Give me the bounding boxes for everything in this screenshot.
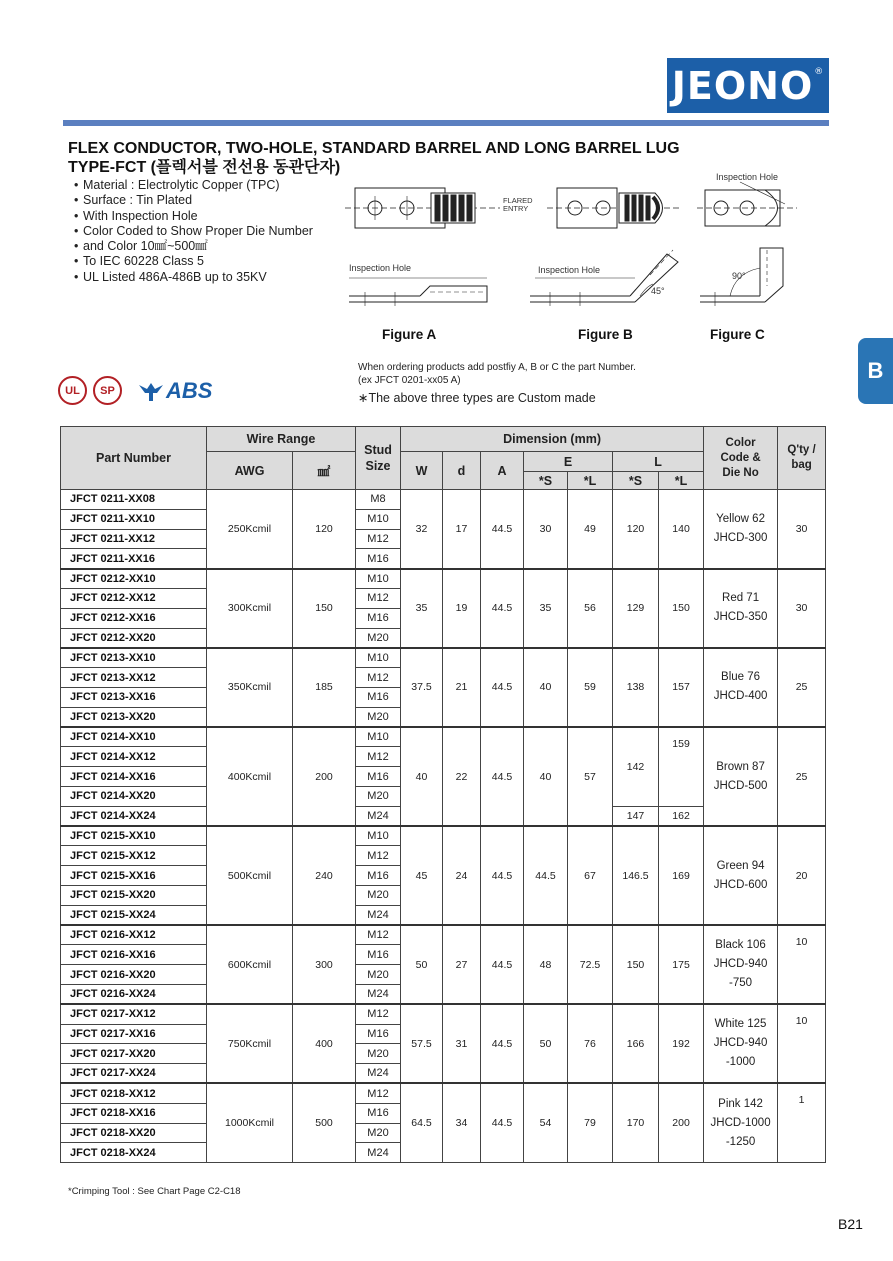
- awg-cell: 300Kcmil: [207, 569, 293, 648]
- stud-size-cell: M20: [356, 1123, 401, 1143]
- stud-size-cell: M12: [356, 846, 401, 866]
- header-color-code: Color Code & Die No: [704, 427, 778, 490]
- part-number-cell: JFCT 0212-XX12: [61, 588, 207, 608]
- header-awg: AWG: [207, 452, 293, 490]
- color-code-line: Yellow 62: [716, 512, 765, 525]
- part-number-cell: JFCT 0217-XX16: [61, 1024, 207, 1044]
- figure-b-label: Figure B: [578, 327, 633, 342]
- header-e: E: [524, 452, 613, 472]
- part-number-cell: JFCT 0215-XX12: [61, 846, 207, 866]
- brand-logo: [667, 58, 829, 113]
- dim-es-cell: 50: [524, 1004, 568, 1083]
- dim-ll-cell: 150: [659, 569, 704, 648]
- header-a: A: [481, 452, 524, 490]
- dim-ll-cell: 192: [659, 1004, 704, 1083]
- color-code-line: JHCD-940: [713, 1037, 768, 1050]
- dim-w-cell: 50: [401, 925, 443, 1004]
- awg-cell: 750Kcmil: [207, 1004, 293, 1083]
- color-code-line: Green 94: [716, 859, 765, 872]
- table-row: [61, 826, 826, 846]
- header-l-l: *L: [659, 472, 704, 490]
- feature-item: • Color Coded to Show Proper Die Number: [74, 224, 313, 239]
- dim-ls-cell: 166: [613, 1004, 659, 1083]
- dim-a-cell: 44.5: [481, 648, 524, 727]
- qty-cell: 10: [778, 925, 826, 1004]
- certification-logos: [58, 376, 212, 405]
- footnote: *Crimping Tool : See Chart Page C2-C18: [68, 1186, 241, 1197]
- mm2-cell: 500: [293, 1083, 356, 1162]
- dim-a-cell: 44.5: [481, 826, 524, 925]
- mm2-cell: 185: [293, 648, 356, 727]
- dim-el-cell: 79: [568, 1083, 613, 1162]
- inspection-hole-label-a: Inspection Hole: [349, 263, 412, 273]
- header-e-l: *L: [568, 472, 613, 490]
- dim-ll-cell: 200: [659, 1083, 704, 1162]
- stud-size-cell: M20: [356, 786, 401, 806]
- color-code-line: Brown 87: [716, 760, 765, 773]
- abs-logo: [138, 378, 212, 404]
- color-code-line: Blue 76: [721, 671, 761, 684]
- part-number-cell: JFCT 0218-XX12: [61, 1083, 207, 1103]
- page-number: B21: [838, 1216, 863, 1232]
- brand-name: JEONO: [671, 63, 814, 108]
- stud-size-cell: M10: [356, 727, 401, 747]
- feature-list: [74, 178, 313, 285]
- figure-a-side-drawing: [349, 278, 487, 306]
- part-number-cell: JFCT 0217-XX24: [61, 1064, 207, 1084]
- part-number-cell: JFCT 0214-XX16: [61, 767, 207, 787]
- dim-a-cell: 44.5: [481, 727, 524, 826]
- angle-45-label: 45°: [651, 286, 665, 296]
- dim-el-cell: 72.5: [568, 925, 613, 1004]
- awg-cell: 250Kcmil: [207, 490, 293, 569]
- table-row: [61, 648, 826, 668]
- dim-d-cell: 27: [443, 925, 481, 1004]
- dim-el-cell: 76: [568, 1004, 613, 1083]
- header-stud-size: Stud Size: [356, 427, 401, 490]
- figure-a-top-drawing: [345, 188, 500, 228]
- dim-d-cell: 34: [443, 1083, 481, 1162]
- part-number-cell: JFCT 0216-XX12: [61, 925, 207, 945]
- dim-el-cell: 49: [568, 490, 613, 569]
- figure-c-label: Figure C: [710, 327, 765, 342]
- stud-size-cell: M20: [356, 628, 401, 648]
- part-number-cell: JFCT 0218-XX24: [61, 1143, 207, 1163]
- color-code-line: Red 71: [722, 592, 760, 605]
- awg-cell: 1000Kcmil: [207, 1083, 293, 1162]
- header-wire-range: Wire Range: [207, 427, 356, 452]
- stud-size-cell: M16: [356, 687, 401, 707]
- dim-ll-cell: 162: [659, 806, 704, 826]
- mm2-cell: 400: [293, 1004, 356, 1083]
- header-l-s: *S: [613, 472, 659, 490]
- table-row: [61, 925, 826, 945]
- stud-size-cell: M8: [356, 490, 401, 510]
- dim-el-cell: 57: [568, 727, 613, 826]
- part-number-cell: JFCT 0212-XX10: [61, 569, 207, 589]
- dim-d-cell: 24: [443, 826, 481, 925]
- part-number-cell: JFCT 0211-XX10: [61, 509, 207, 529]
- feature-item: • Material : Electrolytic Copper (TPC): [74, 178, 313, 193]
- feature-item-cont: [74, 239, 313, 254]
- order-note: [358, 361, 636, 387]
- dim-el-cell: 67: [568, 826, 613, 925]
- stud-size-cell: M16: [356, 549, 401, 569]
- figure-a-label: Figure A: [382, 327, 437, 342]
- stud-size-cell: M20: [356, 965, 401, 985]
- part-number-cell: JFCT 0214-XX20: [61, 786, 207, 806]
- color-code-line: White 125: [714, 1018, 767, 1031]
- color-code-cell: [704, 826, 778, 925]
- dim-a-cell: 44.5: [481, 569, 524, 648]
- dim-es-cell: 44.5: [524, 826, 568, 925]
- part-number-cell: JFCT 0215-XX24: [61, 905, 207, 925]
- awg-cell: 350Kcmil: [207, 648, 293, 727]
- awg-cell: 500Kcmil: [207, 826, 293, 925]
- dim-ll-cell: 159: [659, 727, 704, 806]
- stud-size-cell: M12: [356, 588, 401, 608]
- dim-es-cell: 30: [524, 490, 568, 569]
- part-number-cell: JFCT 0218-XX20: [61, 1123, 207, 1143]
- dim-w-cell: 45: [401, 826, 443, 925]
- dim-ls-cell: 150: [613, 925, 659, 1004]
- dim-d-cell: 17: [443, 490, 481, 569]
- header-e-s: *S: [524, 472, 568, 490]
- dim-ls-cell: 138: [613, 648, 659, 727]
- color-code-line: -750: [729, 977, 753, 990]
- table-row: [61, 1083, 826, 1103]
- registered-mark: ®: [814, 66, 825, 77]
- dim-ls-cell: 170: [613, 1083, 659, 1162]
- dim-es-cell: 40: [524, 727, 568, 826]
- stud-size-cell: M10: [356, 569, 401, 589]
- stud-size-cell: M20: [356, 1044, 401, 1064]
- dim-es-cell: 54: [524, 1083, 568, 1162]
- dim-ll-cell: 157: [659, 648, 704, 727]
- dim-ls-cell: 147: [613, 806, 659, 826]
- abs-text: ABS: [166, 377, 213, 403]
- stud-size-cell: M10: [356, 509, 401, 529]
- stud-size-cell: M20: [356, 885, 401, 905]
- stud-size-cell: M24: [356, 984, 401, 1004]
- dim-ll-cell: 169: [659, 826, 704, 925]
- dim-d-cell: 22: [443, 727, 481, 826]
- dim-w-cell: 35: [401, 569, 443, 648]
- dim-a-cell: 44.5: [481, 1083, 524, 1162]
- inspection-hole-label-b: Inspection Hole: [538, 265, 601, 275]
- part-number-cell: JFCT 0214-XX10: [61, 727, 207, 747]
- color-code-line: JHCD-300: [713, 531, 768, 544]
- inspection-hole-label-c-top: Inspection Hole: [716, 172, 779, 182]
- table-row: [61, 1004, 826, 1024]
- dim-ls-cell: 142: [613, 727, 659, 806]
- awg-cell: 600Kcmil: [207, 925, 293, 1004]
- qty-cell: 25: [778, 648, 826, 727]
- dim-es-cell: 48: [524, 925, 568, 1004]
- part-number-cell: JFCT 0212-XX20: [61, 628, 207, 648]
- qty-cell: 30: [778, 569, 826, 648]
- dim-es-cell: 35: [524, 569, 568, 648]
- qty-cell: 25: [778, 727, 826, 826]
- part-number-cell: JFCT 0218-XX16: [61, 1103, 207, 1123]
- qty-cell: 20: [778, 826, 826, 925]
- section-tab[interactable]: B: [858, 338, 893, 404]
- dim-d-cell: 21: [443, 648, 481, 727]
- color-code-cell: [704, 648, 778, 727]
- part-number-cell: JFCT 0212-XX16: [61, 608, 207, 628]
- color-code-cell: [704, 1083, 778, 1162]
- dim-ll-cell: 140: [659, 490, 704, 569]
- color-code-line: -1000: [725, 1056, 756, 1069]
- awg-cell: 400Kcmil: [207, 727, 293, 826]
- stud-size-cell: M12: [356, 1083, 401, 1103]
- part-number-cell: JFCT 0216-XX20: [61, 965, 207, 985]
- color-code-line: -1250: [725, 1135, 756, 1148]
- stud-size-cell: M16: [356, 608, 401, 628]
- dim-w-cell: 40: [401, 727, 443, 826]
- page-subtitle: TYPE-FCT (플렉서블 전선용 동관단자): [68, 159, 341, 176]
- color-code-line: Pink 142: [718, 1097, 763, 1110]
- figure-c-top-drawing: [697, 182, 797, 226]
- order-note-line-2: (ex JFCT 0201-xx05 A): [358, 375, 461, 386]
- feature-item: • UL Listed 486A-486B up to 35KV: [74, 270, 313, 285]
- stud-size-cell: M12: [356, 747, 401, 767]
- custom-made-note: ∗The above three types are Custom made: [358, 391, 596, 405]
- header-part-number: Part Number: [61, 427, 207, 490]
- ul-logo: UL: [58, 376, 87, 405]
- csa-logo: SP: [93, 376, 122, 405]
- dim-el-cell: 59: [568, 648, 613, 727]
- table-row: [61, 727, 826, 747]
- mm2-cell: 120: [293, 490, 356, 569]
- part-number-cell: JFCT 0215-XX10: [61, 826, 207, 846]
- stud-size-cell: M12: [356, 925, 401, 945]
- stud-size-cell: M10: [356, 826, 401, 846]
- stud-size-cell: M16: [356, 767, 401, 787]
- header-qty: Q'ty / bag: [778, 427, 826, 490]
- stud-size-cell: M12: [356, 529, 401, 549]
- figure-b-side-drawing: [530, 250, 678, 306]
- mm2-cell: 240: [293, 826, 356, 925]
- header-d: d: [443, 452, 481, 490]
- stud-size-cell: M12: [356, 1004, 401, 1024]
- feature-text: and Color 10㎟~500㎟: [83, 239, 208, 254]
- color-code-line: Black 106: [715, 939, 766, 952]
- stud-size-cell: M16: [356, 1024, 401, 1044]
- part-number-cell: JFCT 0211-XX08: [61, 490, 207, 510]
- part-number-cell: JFCT 0217-XX20: [61, 1044, 207, 1064]
- part-number-cell: JFCT 0214-XX24: [61, 806, 207, 826]
- header-mm2: ㎟: [293, 452, 356, 490]
- dim-el-cell: 56: [568, 569, 613, 648]
- dim-d-cell: 19: [443, 569, 481, 648]
- color-code-cell: [704, 490, 778, 569]
- qty-cell: 10: [778, 1004, 826, 1083]
- feature-item: • To IEC 60228 Class 5: [74, 254, 313, 269]
- dim-ls-cell: 120: [613, 490, 659, 569]
- dim-ll-cell: 175: [659, 925, 704, 1004]
- qty-cell: 30: [778, 490, 826, 569]
- stud-size-cell: M24: [356, 905, 401, 925]
- color-code-cell: [704, 727, 778, 826]
- order-note-line-1: When ordering products add postfiy A, B or C the part Number.: [358, 362, 636, 373]
- color-code-line: JHCD-1000: [710, 1116, 771, 1129]
- dim-w-cell: 57.5: [401, 1004, 443, 1083]
- dim-ls-cell: 129: [613, 569, 659, 648]
- color-code-line: JHCD-940: [713, 958, 768, 971]
- dim-ls-cell: 146.5: [613, 826, 659, 925]
- flared-entry-label: FLARED ENTRY: [503, 196, 533, 213]
- stud-size-cell: M10: [356, 648, 401, 668]
- color-code-cell: [704, 569, 778, 648]
- stud-size-cell: M24: [356, 806, 401, 826]
- eagle-icon: [138, 379, 164, 403]
- mm2-cell: 150: [293, 569, 356, 648]
- part-number-cell: JFCT 0213-XX20: [61, 707, 207, 727]
- lug-figures: [335, 168, 805, 353]
- mm2-cell: 200: [293, 727, 356, 826]
- part-number-cell: JFCT 0216-XX24: [61, 984, 207, 1004]
- figure-b-top-drawing: [547, 188, 680, 228]
- header-dimension: Dimension (mm): [401, 427, 704, 452]
- color-code-line: JHCD-350: [713, 611, 768, 624]
- part-number-cell: JFCT 0213-XX16: [61, 687, 207, 707]
- part-number-cell: JFCT 0217-XX12: [61, 1004, 207, 1024]
- part-number-cell: JFCT 0216-XX16: [61, 945, 207, 965]
- stud-size-cell: M20: [356, 707, 401, 727]
- stud-size-cell: M24: [356, 1143, 401, 1163]
- dim-w-cell: 32: [401, 490, 443, 569]
- stud-size-cell: M24: [356, 1064, 401, 1084]
- stud-size-cell: M16: [356, 945, 401, 965]
- stud-size-cell: M16: [356, 866, 401, 886]
- stud-size-cell: M12: [356, 668, 401, 688]
- dim-a-cell: 44.5: [481, 490, 524, 569]
- color-code-cell: [704, 925, 778, 1004]
- color-code-line: JHCD-400: [713, 690, 768, 703]
- part-number-cell: JFCT 0211-XX12: [61, 529, 207, 549]
- dim-a-cell: 44.5: [481, 1004, 524, 1083]
- table-row: [61, 569, 826, 589]
- feature-item: • Surface : Tin Plated: [74, 193, 313, 208]
- dim-w-cell: 37.5: [401, 648, 443, 727]
- color-code-line: JHCD-500: [713, 779, 768, 792]
- page-title: FLEX CONDUCTOR, TWO-HOLE, STANDARD BARREL AND LONG BARREL LUG: [68, 140, 680, 157]
- mm2-cell: 300: [293, 925, 356, 1004]
- color-code-cell: [704, 1004, 778, 1083]
- stud-size-cell: M16: [356, 1103, 401, 1123]
- feature-item: • With Inspection Hole: [74, 209, 313, 224]
- dim-es-cell: 40: [524, 648, 568, 727]
- color-code-line: JHCD-600: [713, 878, 768, 891]
- dim-d-cell: 31: [443, 1004, 481, 1083]
- part-number-cell: JFCT 0213-XX12: [61, 668, 207, 688]
- header-rule: [63, 120, 829, 126]
- part-number-cell: JFCT 0215-XX20: [61, 885, 207, 905]
- part-number-cell: JFCT 0211-XX16: [61, 549, 207, 569]
- qty-cell: 1: [778, 1083, 826, 1162]
- angle-90-label: 90°: [732, 271, 746, 281]
- header-w: W: [401, 452, 443, 490]
- table-row: [61, 490, 826, 510]
- part-number-cell: JFCT 0215-XX16: [61, 866, 207, 886]
- header-l: L: [613, 452, 704, 472]
- part-number-cell: JFCT 0213-XX10: [61, 648, 207, 668]
- spec-table: [60, 426, 826, 1163]
- dim-w-cell: 64.5: [401, 1083, 443, 1162]
- dim-a-cell: 44.5: [481, 925, 524, 1004]
- spec-table-body: [61, 490, 826, 1163]
- part-number-cell: JFCT 0214-XX12: [61, 747, 207, 767]
